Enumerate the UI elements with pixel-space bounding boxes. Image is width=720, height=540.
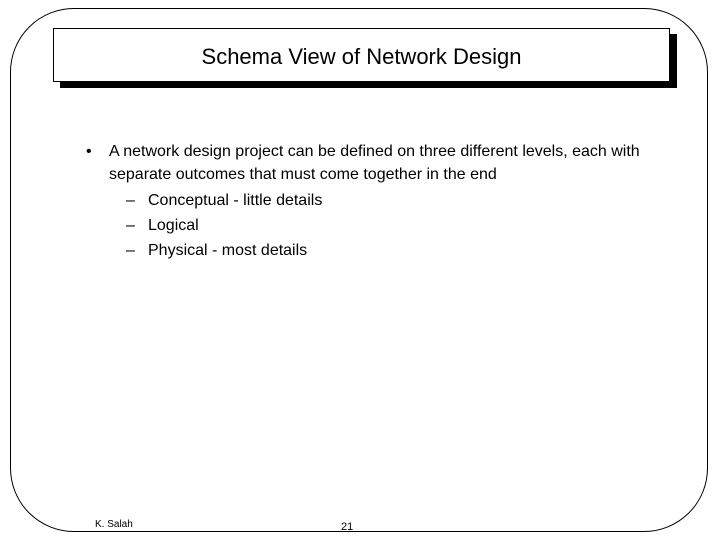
sub-bullet-list [86, 188, 666, 263]
bullet-marker: • [86, 143, 92, 160]
sub-bullet-conceptual [86, 188, 666, 213]
page-number: 21 [341, 521, 354, 533]
sub-bullet-physical [86, 238, 666, 263]
footer-author: K. Salah [95, 519, 133, 530]
sub-bullet-text: Logical [148, 217, 199, 234]
dash-marker: – [126, 242, 135, 259]
sub-bullet-logical [86, 213, 666, 238]
sub-bullet-text: Physical - most details [148, 242, 308, 259]
bullet-list [86, 140, 666, 263]
dash-marker: – [126, 217, 135, 234]
dash-marker: – [126, 192, 135, 209]
bullet-item [86, 140, 666, 186]
bullet-text: A network design project can be defined on three different levels, each with separate outcomes that must come together in the end [109, 143, 640, 183]
sub-bullet-text: Conceptual - little details [148, 192, 323, 209]
title-box [53, 28, 670, 82]
slide-title: Schema View of Network Design [201, 44, 522, 69]
